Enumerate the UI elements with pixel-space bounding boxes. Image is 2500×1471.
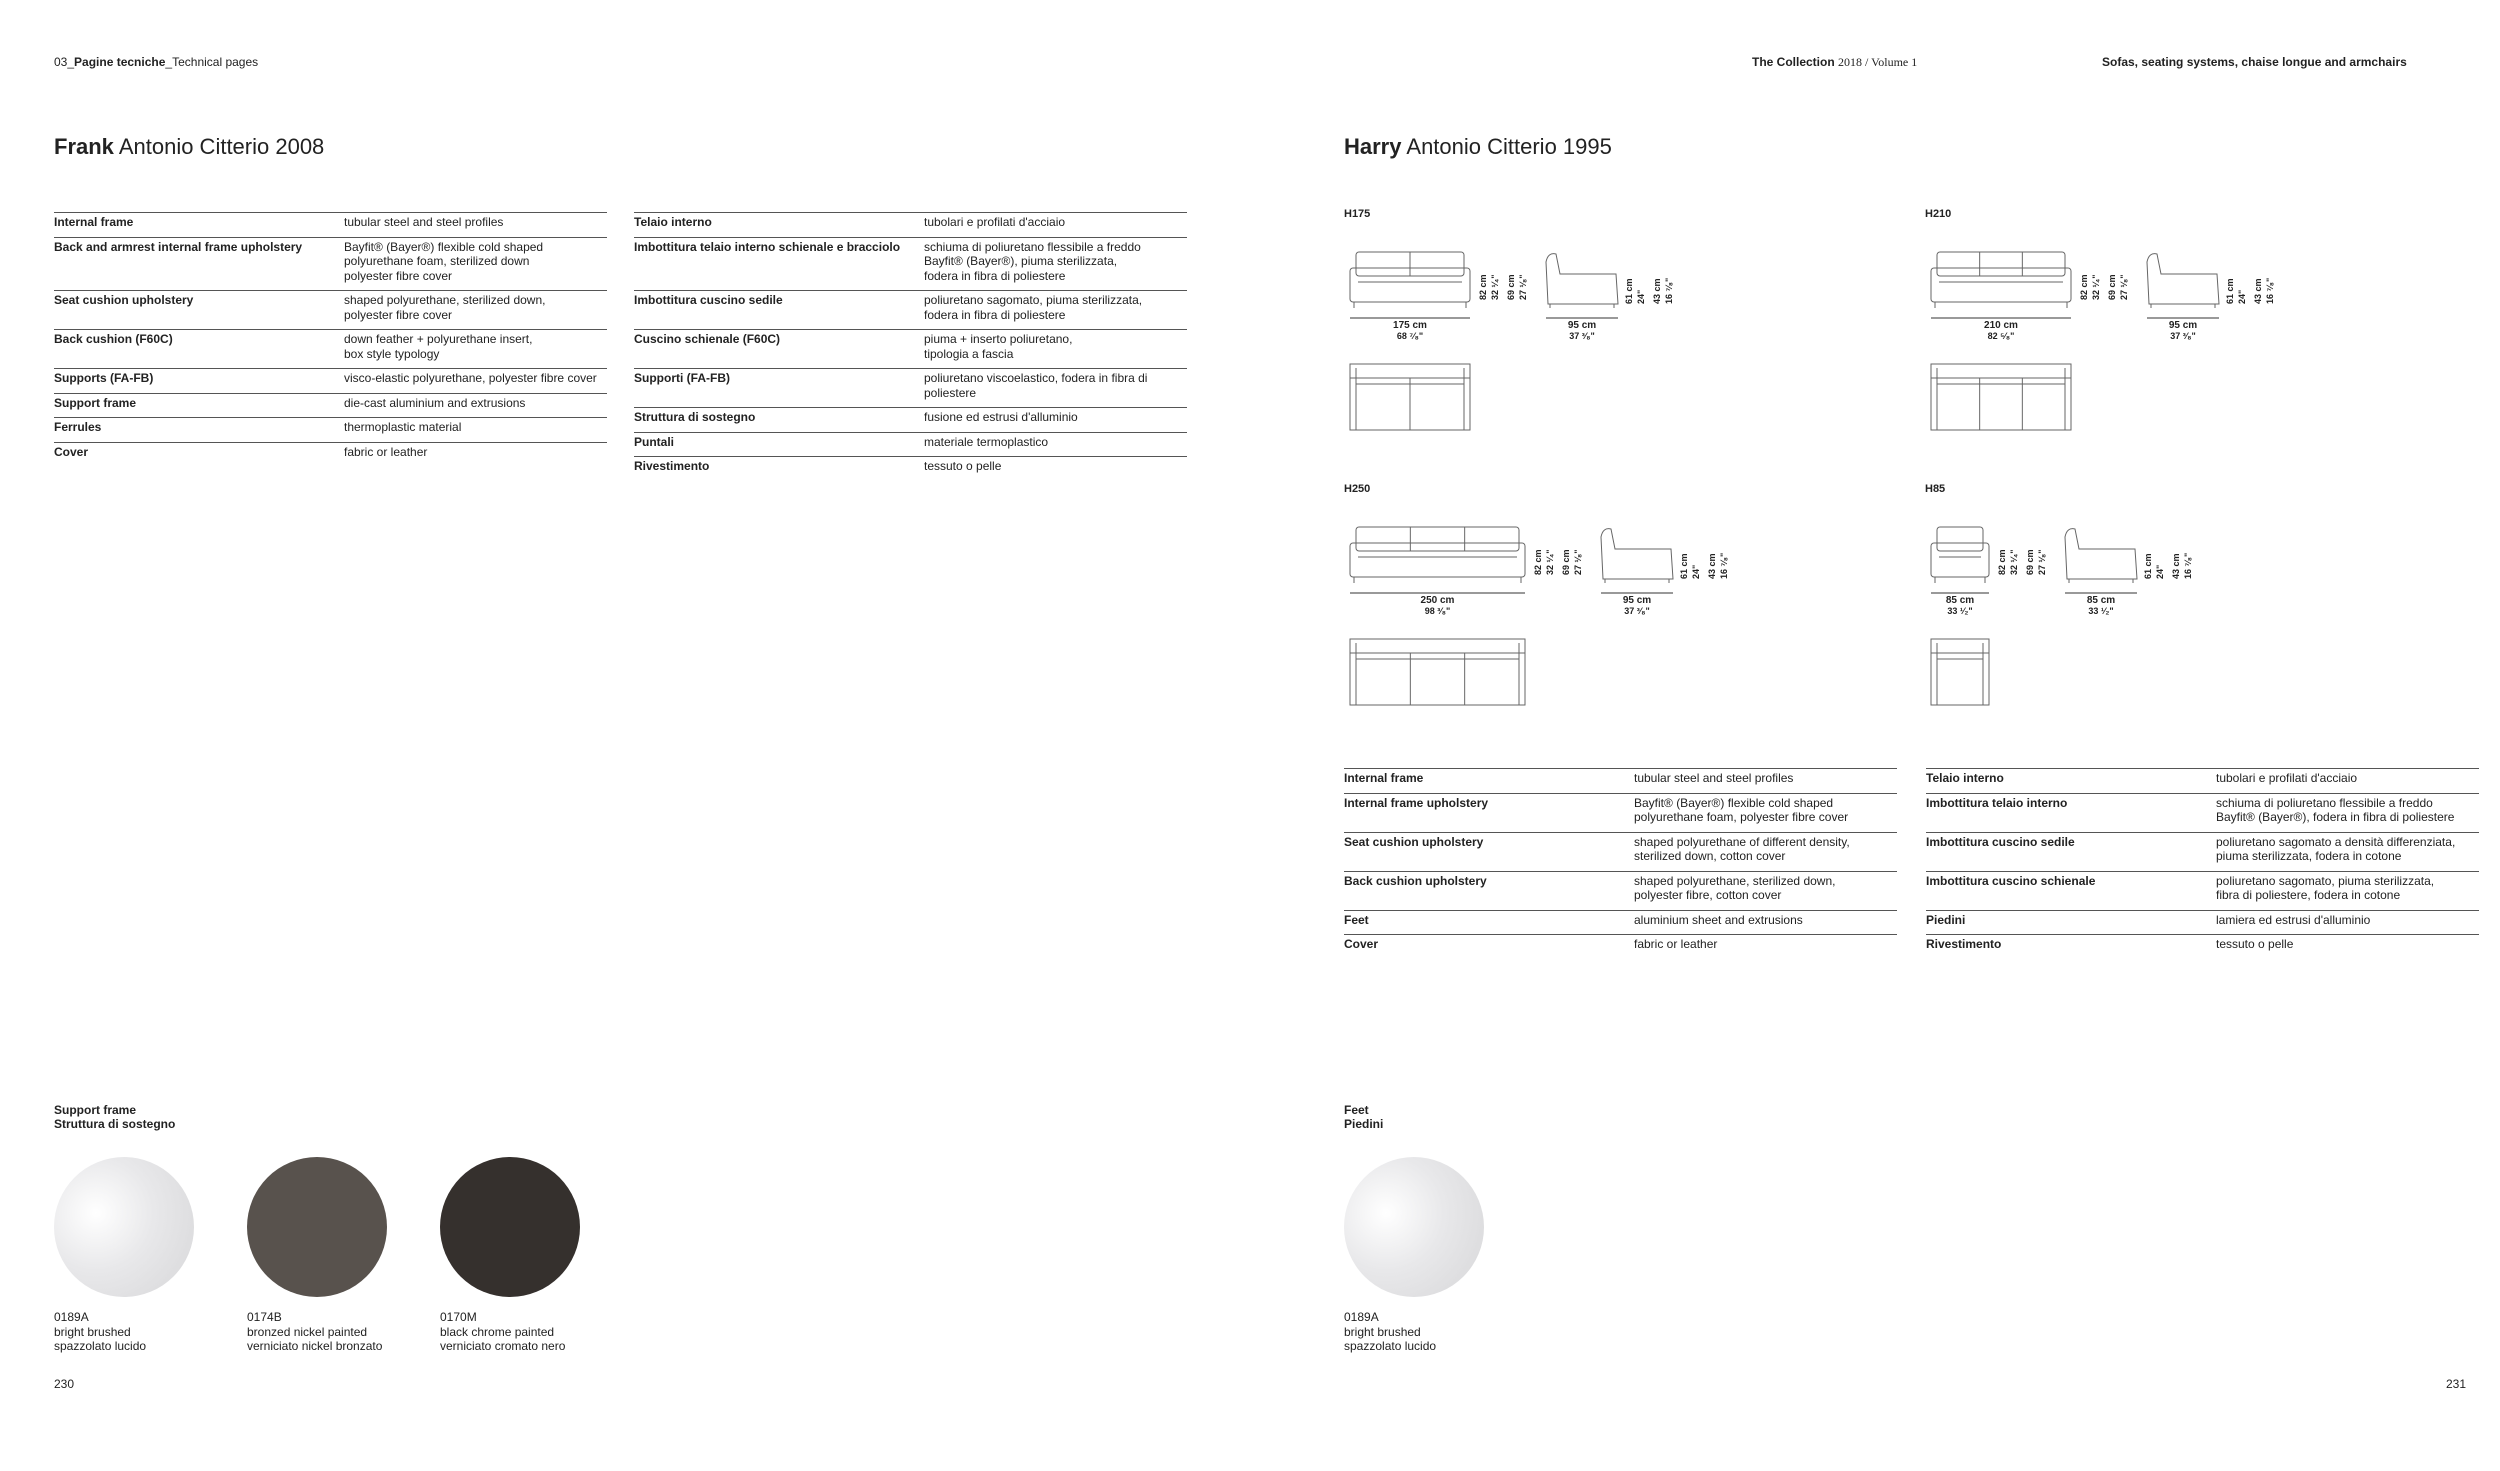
collection-name: The Collection [1752,55,1835,69]
height-dimension: 27 ¹⁄₈" [1573,549,1583,575]
spec-value: shaped polyurethane, sterilized down, polyester fibre, cotton cover [1634,873,1836,902]
spec-row [634,290,1187,329]
height-dimension: 61 cm [2225,278,2235,304]
height-dimension: 82 cm [1533,549,1543,575]
spec-row [1926,768,2479,793]
spec-row [1926,934,2479,959]
model-name: H210 [1925,208,1952,220]
spec-row [634,237,1187,291]
finish-en: black chrome painted [440,1324,555,1339]
spec-row [1344,793,1897,832]
finish-code: 0189A [1344,1310,1379,1324]
width-cm: 175 cm [1393,320,1427,331]
spec-key: Imbottitura cuscino sedile [634,293,783,307]
section-title-it: Pagine tecniche [74,55,166,69]
spec-key: Imbottitura telaio interno [1926,795,2068,810]
spec-key: Imbottitura telaio interno schienale e bracciolo [634,239,901,254]
spec-row [54,290,607,329]
spec-value: tubular steel and steel profiles [344,215,504,229]
spec-key: Back cushion (F60C) [54,332,173,346]
spec-value: schiuma di poliuretano flessibile a freddo Bayfit® (Bayer®), fodera in fibra di poliestere [2216,795,2455,824]
spec-key: Puntali [634,434,675,449]
height-dimension: 16 ⁷⁄₈" [2265,277,2275,304]
finish-code: 0189A [54,1310,89,1324]
spec-key: Back cushion upholstery [1344,873,1487,888]
spec-value: Bayfit® (Bayer®) flexible cold shaped polyurethane foam, sterilized down polyester fibre cover [344,239,544,283]
side-view [2147,254,2219,308]
spec-table-it [634,212,1187,481]
side-view [1601,529,1673,583]
spec-row [634,407,1187,432]
spec-key: Supporti (FA-FB) [634,371,730,385]
height-dimension: 27 ¹⁄₈" [2037,549,2047,575]
spec-value: die-cast aluminium and extrusions [344,395,526,410]
spec-row [634,329,1187,368]
finish-en: bronzed nickel painted [247,1324,368,1339]
height-dimension: 82 cm [1997,549,2007,575]
spec-key: Support frame [54,395,137,410]
finish-section-title [54,1103,175,1131]
spec-value: fusione ed estrusi d'alluminio [924,410,1078,424]
front-view [1350,252,1470,308]
plan-view [1931,364,2071,430]
spec-value: Bayfit® (Bayer®) flexible cold shaped polyurethane foam, polyester fibre cover [1634,795,1849,824]
depth-cm: 95 cm [1622,595,1652,606]
spec-row [54,368,607,393]
spec-key: Cover [54,444,89,459]
depth-cm: 85 cm [2086,595,2116,606]
spec-value: aluminium sheet and extrusions [1634,912,1803,927]
front-view [1931,252,2071,308]
spec-value: materiale termoplastico [924,434,1049,449]
spec-value: poliuretano sagomato a densità differenziata, piuma sterilizzata, fodera in cotone [2216,834,2456,863]
width-inch: 82 ⁵⁄₈" [1987,331,2015,341]
spec-key: Internal frame [1344,771,1424,785]
spec-table-it [1926,768,2479,959]
spec-value: poliuretano sagomato, piuma sterilizzata, fibra di poliestere, fodera in cotone [2216,873,2435,902]
finish-caption [54,1310,146,1354]
spec-value: tubolari e profilati d'acciaio [924,215,1066,229]
spec-key: Rivestimento [634,459,710,473]
spec-value: poliuretano sagomato, piuma sterilizzata, fodera in fibra di poliestere [924,293,1143,322]
collection-header [1752,55,1917,70]
height-dimension: 32 ¹⁄₄" [1490,274,1500,300]
spec-value: tessuto o pelle [924,459,1002,473]
height-dimension: 32 ¹⁄₄" [2009,549,2019,575]
spec-row [1344,910,1897,935]
spec-row [54,393,607,418]
model-drawing [1344,228,1684,448]
height-dimension: 43 cm [1652,278,1662,304]
finish-swatch [1344,1157,1484,1297]
spec-key: Telaio interno [1926,771,2004,785]
height-dimension: 24" [2237,289,2247,304]
spec-key: Struttura di sostegno [634,410,756,424]
plan-view [1350,639,1525,705]
width-cm: 250 cm [1420,595,1455,606]
finish-it: spazzolato lucido [54,1339,147,1353]
product-name: Frank [54,134,114,159]
spec-row [54,237,607,291]
product-title-frank [54,134,324,160]
product-name: Harry [1344,134,1402,159]
spec-key: Supports (FA-FB) [54,371,154,385]
spec-value: shaped polyurethane, sterilized down, polyester fibre cover [344,293,546,322]
model-drawing [1344,503,1729,723]
spec-row [54,212,607,237]
height-dimension: 16 ⁷⁄₈" [1664,277,1674,304]
spec-key: Internal frame upholstery [1344,795,1489,810]
designer-year: Antonio Citterio 2008 [118,134,325,159]
height-dimension: 61 cm [2143,553,2153,579]
width-inch: 33 ¹⁄₂" [1947,606,1973,616]
height-dimension: 61 cm [1624,278,1634,304]
section-number: 03_ [54,55,75,69]
plan-view [1931,639,1989,705]
finish-code: 0170M [440,1310,477,1324]
section-separator: _ [165,55,173,69]
spec-row [1344,934,1897,959]
spec-key: Rivestimento [1926,937,2002,951]
model-drawing [1925,503,2265,723]
finish-caption [440,1310,565,1354]
width-inch: 68 ⁷⁄₈" [1396,331,1424,341]
width-inch: 98 ³⁄₈" [1424,606,1451,616]
spec-value: thermoplastic material [344,420,462,434]
spec-value: piuma + inserto poliuretano, tipologia a fascia [924,332,1073,361]
height-dimension: 16 ⁷⁄₈" [1719,552,1729,579]
model-name: H85 [1925,483,1946,495]
spec-value: down feather + polyurethane insert, box style typology [344,332,533,361]
finish-title-en: Support frame [54,1103,137,1117]
spec-key: Telaio interno [634,215,712,229]
height-dimension: 27 ¹⁄₈" [2119,274,2129,300]
spec-row [1344,832,1897,871]
spec-row [1344,871,1897,910]
front-view [1350,527,1525,583]
spec-value: visco-elastic polyurethane, polyester fibre cover [344,371,597,385]
spec-value: fabric or leather [344,444,428,459]
depth-inch: 37 ³⁄₈" [1624,606,1650,616]
depth-cm: 95 cm [1567,320,1597,331]
spec-key: Back and armrest internal frame upholstery [54,239,303,254]
depth-inch: 33 ¹⁄₂" [2088,606,2114,616]
model-drawing [1925,228,2275,448]
finish-it: spazzolato lucido [1344,1339,1437,1353]
finish-section-title [1344,1103,1383,1131]
height-dimension: 24" [1636,289,1646,304]
finish-swatch [247,1157,387,1297]
finish-title-it: Piedini [1344,1117,1384,1131]
spec-key: Seat cushion upholstery [54,293,194,307]
finish-caption [1344,1310,1436,1354]
height-dimension: 24" [2155,564,2165,579]
width-cm: 85 cm [1945,595,1975,606]
spec-value: tessuto o pelle [2216,937,2294,951]
spec-value: schiuma di poliuretano flessibile a freddo Bayfit® (Bayer®), piuma sterilizzata, fodera in fibra di poliestere [924,239,1141,283]
finish-it: verniciato cromato nero [440,1339,566,1353]
product-title-harry [1344,134,1612,160]
spec-value: shaped polyurethane of different density, sterilized down, cotton cover [1634,834,1850,863]
height-dimension: 82 cm [1478,274,1488,300]
designer-year: Antonio Citterio 1995 [1406,134,1612,159]
height-dimension: 69 cm [2107,274,2117,300]
finish-caption [247,1310,382,1354]
section-title-en: Technical pages [172,55,259,69]
height-dimension: 61 cm [1679,553,1689,579]
side-view [1546,254,1618,308]
finish-code: 0174B [247,1310,282,1324]
finish-en: bright brushed [1344,1324,1421,1339]
height-dimension: 43 cm [2171,553,2181,579]
spec-row [1344,768,1897,793]
spec-row [54,417,607,442]
height-dimension: 43 cm [1707,553,1717,579]
finish-swatch [54,1157,194,1297]
height-dimension: 69 cm [1561,549,1571,575]
spec-key: Imbottitura cuscino sedile [1926,834,2075,849]
spec-row [634,456,1187,481]
height-dimension: 24" [1691,564,1701,579]
side-view [2065,529,2137,583]
spec-key: Seat cushion upholstery [1344,834,1484,849]
height-dimension: 43 cm [2253,278,2263,304]
finish-swatch [440,1157,580,1297]
spec-key: Imbottitura cuscino schienale [1926,873,2096,888]
width-cm: 210 cm [1984,320,2018,331]
spec-table-en [54,212,607,466]
finish-title-en: Feet [1344,1103,1369,1117]
front-view [1931,527,1989,583]
section-header [54,55,258,69]
spec-key: Cover [1344,937,1379,951]
finish-it: verniciato nickel bronzato [247,1339,383,1353]
spec-row [634,432,1187,457]
spec-value: lamiera ed estrusi d'alluminio [2216,912,2371,927]
height-dimension: 32 ¹⁄₄" [1545,549,1555,575]
depth-cm: 95 cm [2168,320,2198,331]
spec-row [54,329,607,368]
finish-title-it: Struttura di sostegno [54,1117,176,1131]
plan-view [1350,364,1470,430]
spec-row [54,442,607,467]
spec-value: fabric or leather [1634,937,1718,951]
spec-value: poliuretano viscoelastico, fodera in fibra di poliestere [924,371,1148,400]
spec-row [1926,793,2479,832]
spec-key: Ferrules [54,420,102,434]
spec-key: Cuscino schienale (F60C) [634,332,781,346]
height-dimension: 16 ⁷⁄₈" [2183,552,2193,579]
model-name: H175 [1344,208,1371,220]
height-dimension: 69 cm [2025,549,2035,575]
spec-key: Internal frame [54,215,134,229]
spec-value: tubolari e profilati d'acciaio [2216,771,2358,785]
category-header: Sofas, seating systems, chaise longue and armchairs [2102,55,2407,69]
spec-key: Piedini [1926,912,1966,927]
spec-table-en [1344,768,1897,959]
height-dimension: 27 ¹⁄₈" [1518,274,1528,300]
model-name: H250 [1344,483,1371,495]
spec-row [1926,910,2479,935]
spec-row [1926,832,2479,871]
spec-value: tubular steel and steel profiles [1634,771,1794,785]
spec-row [634,212,1187,237]
height-dimension: 82 cm [2079,274,2089,300]
spec-row [1926,871,2479,910]
height-dimension: 69 cm [1506,274,1516,300]
height-dimension: 32 ¹⁄₄" [2091,274,2101,300]
spec-row [634,368,1187,407]
page-number-left: 230 [54,1377,75,1391]
finish-en: bright brushed [54,1324,131,1339]
depth-inch: 37 ³⁄₈" [2170,331,2196,341]
spec-key: Feet [1344,912,1369,927]
collection-volume: 2018 / Volume 1 [1838,55,1918,69]
depth-inch: 37 ³⁄₈" [1569,331,1595,341]
page-number-right: 231 [2446,1377,2467,1391]
